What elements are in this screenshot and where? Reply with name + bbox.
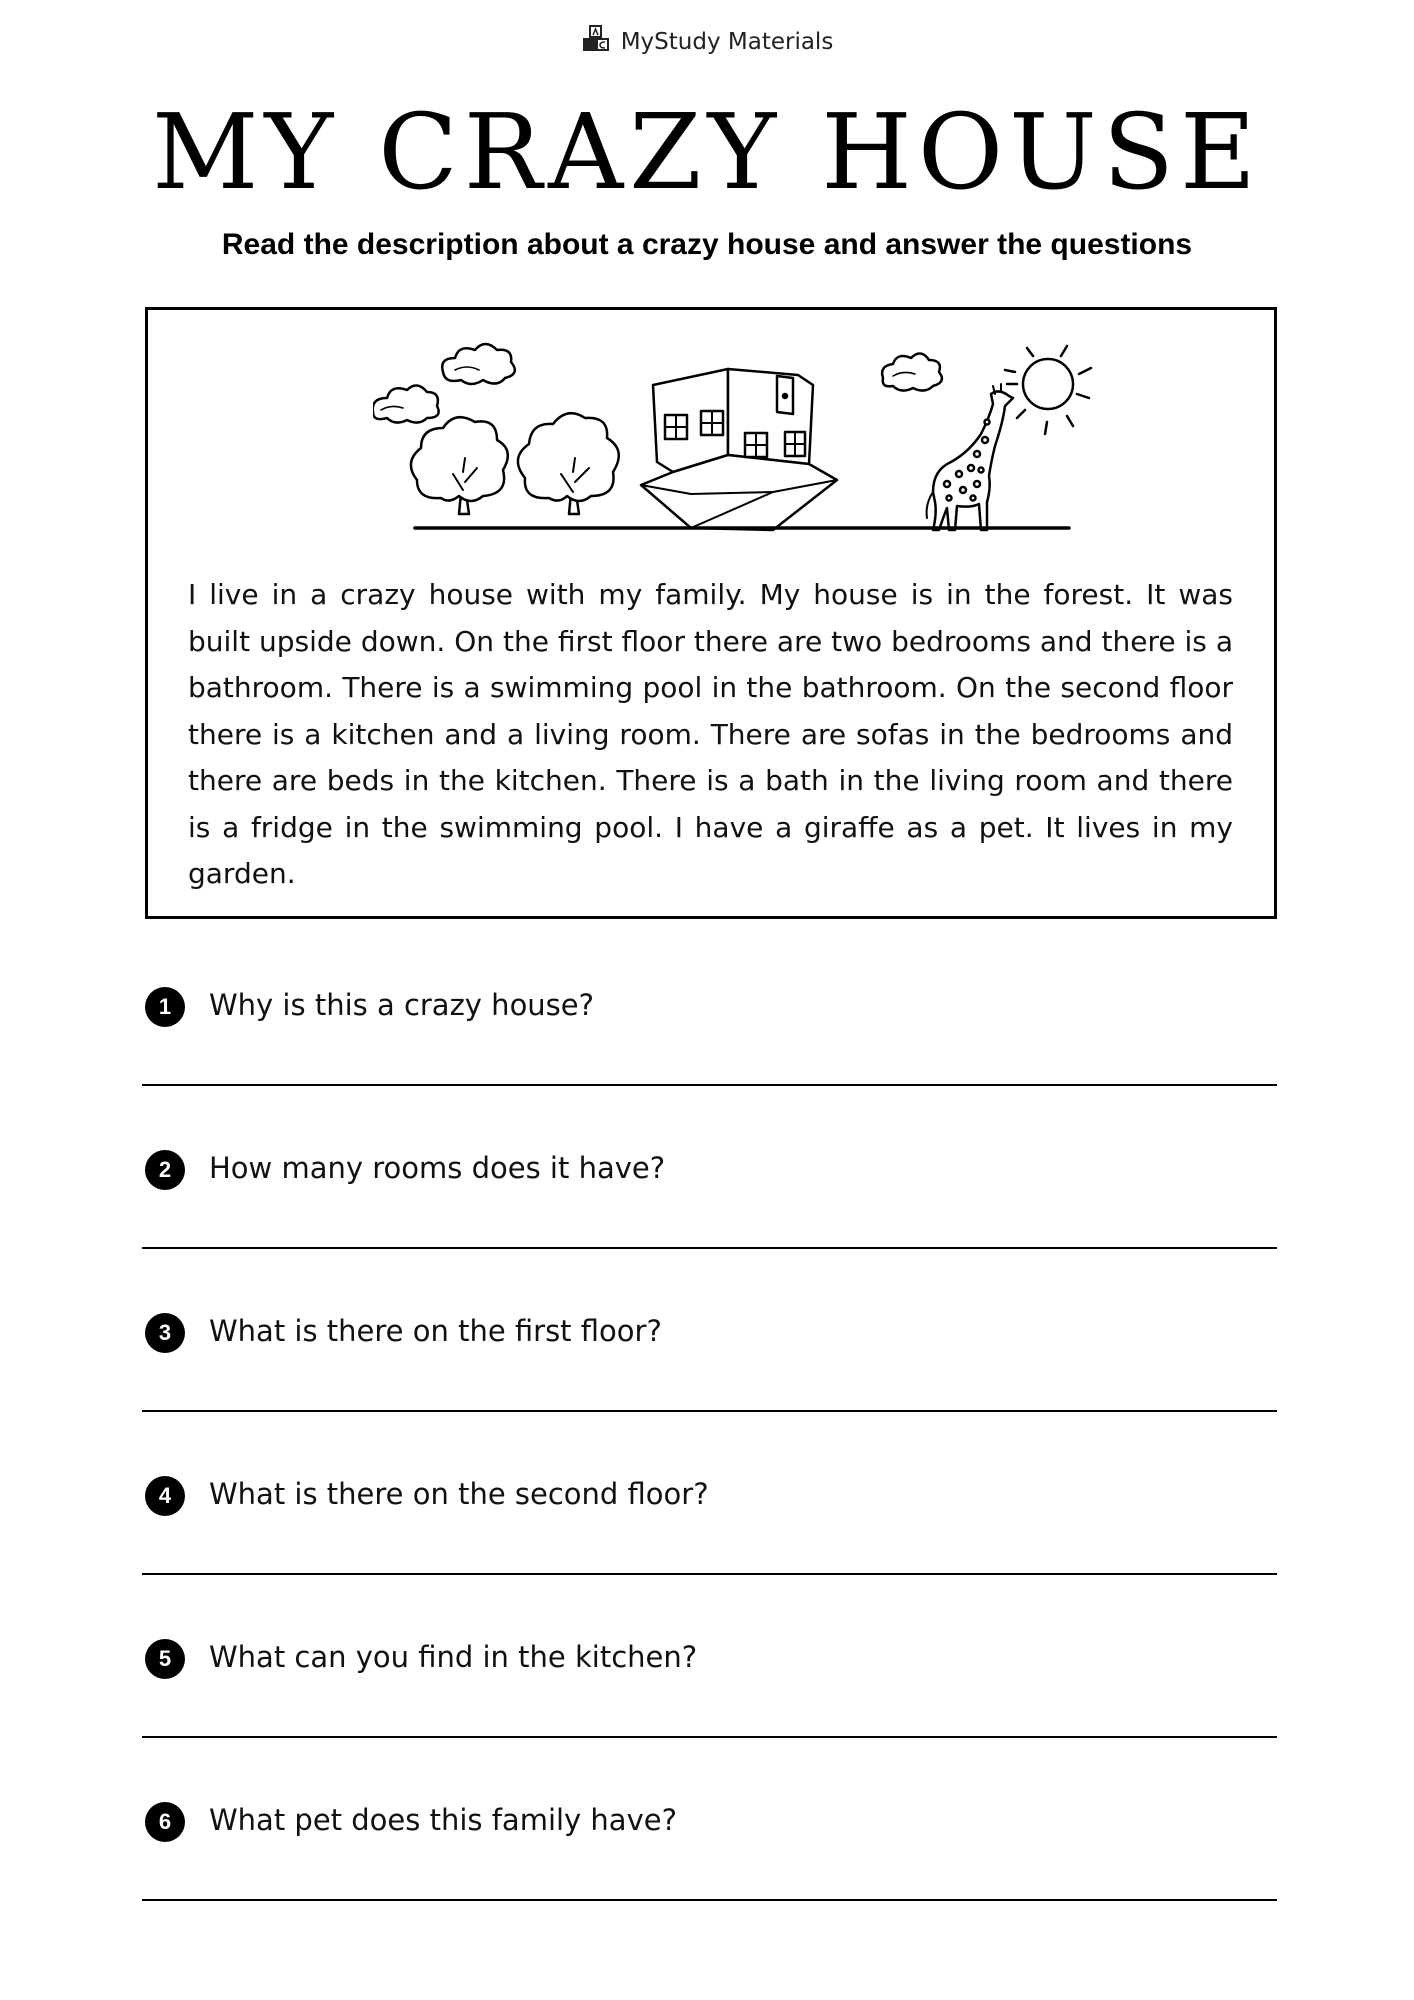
instructions: Read the description about a crazy house and answer the questions [221, 228, 1193, 261]
upside-down-house-icon [641, 369, 837, 530]
story-text: I live in a crazy house with my family. My house is in the forest. It was built upside down. On the first floor there are two bedrooms and there is a bathroom. There is a swimming pool in the bathroom. On the second floor there is a kitchen and a living room. There are sofas in the bedrooms and there are beds in the kitchen. There is a bath in the living room and there is a fridge in the swimming pool. I have a giraffe as a pet. It lives in my garden. [188, 578, 1233, 890]
question-number: 2 [145, 1150, 185, 1190]
question-number: 3 [145, 1313, 185, 1353]
question-text: What can you find in the kitchen? [209, 1640, 698, 1674]
question-text: How many rooms does it have? [209, 1151, 666, 1185]
answer-line[interactable] [142, 1899, 1277, 1901]
answer-line[interactable] [142, 1247, 1277, 1249]
tree-icon [411, 417, 508, 514]
question-1 [145, 987, 1277, 1097]
question-text: What is there on the second floor? [209, 1477, 709, 1511]
question-6 [145, 1802, 1277, 1912]
tree-icon [518, 413, 619, 514]
brand-header [0, 24, 1414, 60]
question-number: 6 [145, 1802, 185, 1842]
answer-line[interactable] [142, 1573, 1277, 1575]
story-box [145, 307, 1277, 919]
answer-line[interactable] [142, 1084, 1277, 1086]
question-number: 1 [145, 987, 185, 1027]
giraffe-icon [927, 384, 1013, 530]
answer-line[interactable] [142, 1410, 1277, 1412]
abc-blocks-icon [581, 24, 611, 60]
question-text: What is there on the first floor? [209, 1314, 662, 1348]
question-number: 5 [145, 1639, 185, 1679]
question-3 [145, 1313, 1277, 1423]
question-number: 4 [145, 1476, 185, 1516]
question-2 [145, 1150, 1277, 1260]
brand-name: MyStudy Materials [620, 29, 834, 55]
answer-line[interactable] [142, 1736, 1277, 1738]
question-text: What pet does this family have? [209, 1803, 677, 1837]
question-text: Why is this a crazy house? [209, 988, 595, 1022]
question-5 [145, 1639, 1277, 1749]
cloud-icon [373, 385, 439, 422]
sun-icon [1005, 346, 1091, 434]
question-4 [145, 1476, 1277, 1586]
page-title: MY CRAZY HOUSE [152, 91, 1262, 213]
cloud-icon [442, 344, 515, 384]
cloud-icon [882, 353, 942, 390]
story-illustration [373, 322, 1093, 562]
